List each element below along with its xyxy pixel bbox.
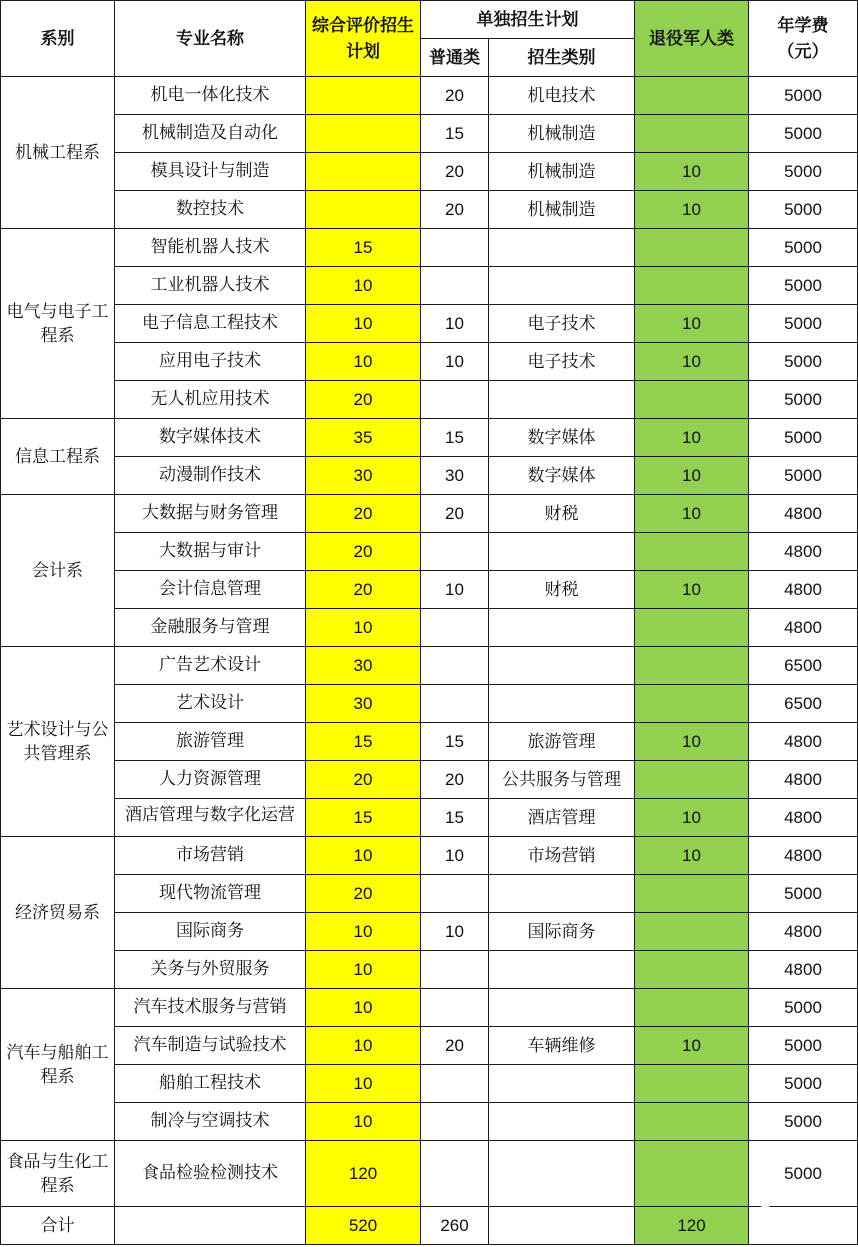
table-row: [1, 381, 858, 419]
veteran-cell: [635, 115, 749, 153]
veteran-cell: [635, 1141, 749, 1207]
table-row: [1, 153, 858, 191]
major-name: 工业机器人技术: [150, 275, 270, 295]
major-cell: [115, 571, 306, 609]
tuition-cell: 4800: [749, 723, 858, 761]
major-name: 汽车制造与试验技术: [133, 1035, 287, 1055]
regular-cell: [421, 267, 489, 305]
major-name: 会计信息管理: [159, 579, 261, 599]
tuition-cell: 4800: [749, 913, 858, 951]
table-row: [1, 837, 858, 875]
regular-cell: [421, 533, 489, 571]
comprehensive-cell: 10: [306, 1103, 421, 1141]
major-name: 现代物流管理: [159, 883, 261, 903]
veteran-cell: 10: [635, 191, 749, 229]
table-row: [1, 1027, 858, 1065]
tuition-cell: 5000: [749, 77, 858, 115]
veteran-cell: [635, 77, 749, 115]
tuition-cell: 5000: [749, 229, 858, 267]
veteran-cell: [635, 381, 749, 419]
category-cell: 电子技术: [489, 343, 635, 381]
total-veteran: 120: [635, 1207, 749, 1245]
major-name: 应用电子技术: [159, 351, 261, 371]
regular-cell: [421, 647, 489, 685]
veteran-cell: [635, 913, 749, 951]
major-name: 大数据与财务管理: [142, 503, 278, 523]
total-comprehensive: 520: [306, 1207, 421, 1245]
major-cell: [115, 229, 306, 267]
category-cell: 旅游管理: [489, 723, 635, 761]
veteran-cell: [635, 989, 749, 1027]
comprehensive-cell: 30: [306, 457, 421, 495]
comprehensive-cell: 15: [306, 229, 421, 267]
category-cell: [489, 875, 635, 913]
comprehensive-cell: 10: [306, 609, 421, 647]
category-cell: [489, 951, 635, 989]
comprehensive-cell: [306, 191, 421, 229]
tuition-cell: 5000: [749, 153, 858, 191]
category-cell: 公共服务与管理: [489, 761, 635, 799]
table-row: [1, 419, 858, 457]
regular-cell: [421, 609, 489, 647]
major-cell: [115, 609, 306, 647]
tuition-cell: 5000: [749, 875, 858, 913]
comprehensive-cell: 10: [306, 1027, 421, 1065]
major-name: 食品检验检测技术: [142, 1163, 278, 1183]
major-cell: [115, 381, 306, 419]
comprehensive-cell: 10: [306, 913, 421, 951]
table-row: [1, 457, 858, 495]
category-cell: 机械制造: [489, 191, 635, 229]
category-cell: [489, 1103, 635, 1141]
tuition-cell: 5000: [749, 1027, 858, 1065]
major-cell: [115, 115, 306, 153]
major-name: 船舶工程技术: [159, 1073, 261, 1093]
dept-cell: 食品与生化工程系: [1, 1141, 115, 1207]
header-major: 专业名称: [115, 1, 306, 77]
regular-cell: [421, 1065, 489, 1103]
regular-cell: 20: [421, 1027, 489, 1065]
header-separate: 单独招生计划: [421, 1, 635, 39]
major-name: 无人机应用技术: [150, 389, 270, 409]
major-name: 电子信息工程技术: [142, 313, 278, 333]
regular-cell: [421, 1141, 489, 1207]
comprehensive-cell: [306, 77, 421, 115]
veteran-cell: 10: [635, 153, 749, 191]
category-cell: 数字媒体: [489, 457, 635, 495]
veteran-cell: 10: [635, 457, 749, 495]
major-name: 酒店管理与数字化运营: [125, 805, 295, 825]
category-cell: [489, 647, 635, 685]
header-regular: 普通类: [421, 39, 489, 77]
veteran-cell: [635, 875, 749, 913]
tuition-cell: 5000: [749, 343, 858, 381]
major-name: 制冷与空调技术: [150, 1111, 270, 1131]
table-body: [1, 77, 858, 1245]
comprehensive-cell: 20: [306, 495, 421, 533]
major-cell: [115, 191, 306, 229]
tuition-cell: 4800: [749, 495, 858, 533]
comprehensive-cell: 20: [306, 761, 421, 799]
regular-cell: 20: [421, 191, 489, 229]
table-row: [1, 229, 858, 267]
comprehensive-cell: 30: [306, 647, 421, 685]
tuition-cell: 4800: [749, 837, 858, 875]
comprehensive-cell: 20: [306, 533, 421, 571]
veteran-cell: 10: [635, 495, 749, 533]
table-row: [1, 989, 858, 1027]
tuition-cell: 5000: [749, 457, 858, 495]
regular-cell: [421, 381, 489, 419]
regular-cell: 15: [421, 723, 489, 761]
category-cell: 财税: [489, 495, 635, 533]
major-cell: [115, 875, 306, 913]
major-name: 国际商务: [176, 921, 244, 941]
major-name: 广告艺术设计: [159, 655, 261, 675]
comprehensive-cell: 30: [306, 685, 421, 723]
header-comprehensive: 综合评价招生计划: [306, 1, 421, 77]
category-cell: [489, 1065, 635, 1103]
category-cell: [489, 1141, 635, 1207]
table-row: [1, 647, 858, 685]
major-cell: [115, 153, 306, 191]
major-cell: [115, 685, 306, 723]
regular-cell: 15: [421, 419, 489, 457]
major-name: 关务与外贸服务: [150, 959, 270, 979]
comprehensive-cell: 10: [306, 267, 421, 305]
major-name: 市场营销: [176, 845, 244, 865]
veteran-cell: [635, 1103, 749, 1141]
table-row: [1, 913, 858, 951]
comprehensive-cell: 10: [306, 1065, 421, 1103]
veteran-cell: 10: [635, 571, 749, 609]
regular-cell: [421, 229, 489, 267]
category-cell: 数字媒体: [489, 419, 635, 457]
tuition-cell: 5000: [749, 305, 858, 343]
regular-cell: 20: [421, 153, 489, 191]
major-name: 智能机器人技术: [150, 237, 270, 257]
tuition-cell: 5000: [749, 191, 858, 229]
tuition-cell: 5000: [749, 115, 858, 153]
major-name: 机电一体化技术: [150, 85, 270, 105]
category-cell: 电子技术: [489, 305, 635, 343]
comprehensive-cell: 10: [306, 989, 421, 1027]
dept-cell: 会计系: [1, 495, 115, 647]
tuition-cell: 5000: [749, 381, 858, 419]
dept-cell: 艺术设计与公共管理系: [1, 647, 115, 837]
tuition-cell: 4800: [749, 609, 858, 647]
veteran-cell: [635, 951, 749, 989]
category-cell: [489, 685, 635, 723]
major-cell: [115, 1141, 306, 1207]
tuition-cell: 4800: [749, 571, 858, 609]
category-cell: 机械制造: [489, 115, 635, 153]
comprehensive-cell: 35: [306, 419, 421, 457]
veteran-cell: [635, 647, 749, 685]
table-row: [1, 951, 858, 989]
category-cell: [489, 381, 635, 419]
table-row: [1, 1065, 858, 1103]
table-row: [1, 305, 858, 343]
veteran-cell: [635, 609, 749, 647]
major-cell: [115, 457, 306, 495]
major-name: 旅游管理: [176, 731, 244, 751]
comprehensive-cell: 15: [306, 799, 421, 837]
regular-cell: [421, 875, 489, 913]
tuition-cell: 4800: [749, 761, 858, 799]
major-cell: [115, 951, 306, 989]
dept-cell: 信息工程系: [1, 419, 115, 495]
category-cell: 车辆维修: [489, 1027, 635, 1065]
tuition-cell: 4800: [749, 533, 858, 571]
tuition-cell: 5000: [749, 1065, 858, 1103]
category-cell: 机械制造: [489, 153, 635, 191]
veteran-cell: [635, 1065, 749, 1103]
veteran-cell: 10: [635, 305, 749, 343]
major-cell: [115, 1065, 306, 1103]
table-row: [1, 77, 858, 115]
table-row: [1, 609, 858, 647]
tuition-cell: 5000: [749, 267, 858, 305]
category-cell: 财税: [489, 571, 635, 609]
tuition-cell: 4800: [749, 951, 858, 989]
comprehensive-cell: 10: [306, 837, 421, 875]
table-row: [1, 1103, 858, 1141]
dept-cell: 汽车与船舶工程系: [1, 989, 115, 1141]
veteran-cell: 10: [635, 1027, 749, 1065]
total-category-empty: [489, 1207, 635, 1245]
veteran-cell: [635, 267, 749, 305]
regular-cell: [421, 685, 489, 723]
veteran-cell: 10: [635, 723, 749, 761]
total-label: 合计: [1, 1207, 115, 1245]
header-tuition: 年学费（元）: [749, 1, 858, 77]
tuition-cell: 5000: [749, 1103, 858, 1141]
major-cell: [115, 419, 306, 457]
major-name: 艺术设计: [176, 693, 244, 713]
regular-cell: [421, 951, 489, 989]
veteran-cell: [635, 533, 749, 571]
tuition-cell: 4800: [749, 799, 858, 837]
regular-cell: [421, 1103, 489, 1141]
category-cell: [489, 609, 635, 647]
comprehensive-cell: 10: [306, 951, 421, 989]
tuition-cell: 5000: [749, 989, 858, 1027]
regular-cell: 10: [421, 913, 489, 951]
header-category: 招生类别: [489, 39, 635, 77]
table-row: [1, 115, 858, 153]
regular-cell: 10: [421, 837, 489, 875]
major-cell: [115, 723, 306, 761]
comprehensive-cell: 20: [306, 381, 421, 419]
header-veteran: 退役军人类: [635, 1, 749, 77]
major-cell: [115, 1027, 306, 1065]
category-cell: [489, 229, 635, 267]
regular-cell: 10: [421, 305, 489, 343]
tuition-cell: 5000: [749, 1141, 858, 1207]
header-dept: 系别: [1, 1, 115, 77]
table-row: [1, 685, 858, 723]
comprehensive-cell: 10: [306, 343, 421, 381]
major-cell: [115, 495, 306, 533]
table-row: [1, 761, 858, 799]
veteran-cell: 10: [635, 837, 749, 875]
table-row: [1, 571, 858, 609]
regular-cell: 15: [421, 115, 489, 153]
major-cell: [115, 533, 306, 571]
regular-cell: 30: [421, 457, 489, 495]
veteran-cell: 10: [635, 799, 749, 837]
dept-cell: 机械工程系: [1, 77, 115, 229]
comprehensive-cell: 20: [306, 875, 421, 913]
major-name: 人力资源管理: [159, 769, 261, 789]
tuition-cell: 6500: [749, 685, 858, 723]
category-cell: 酒店管理: [489, 799, 635, 837]
table-row: [1, 191, 858, 229]
major-cell: [115, 989, 306, 1027]
category-cell: 市场营销: [489, 837, 635, 875]
tuition-cell: 6500: [749, 647, 858, 685]
major-name: 金融服务与管理: [150, 617, 270, 637]
table-row: [1, 723, 858, 761]
major-cell: [115, 267, 306, 305]
major-cell: [115, 647, 306, 685]
comprehensive-cell: 20: [306, 571, 421, 609]
veteran-cell: 10: [635, 343, 749, 381]
comprehensive-cell: 15: [306, 723, 421, 761]
veteran-cell: [635, 229, 749, 267]
regular-cell: 10: [421, 343, 489, 381]
regular-cell: 15: [421, 799, 489, 837]
major-cell: [115, 837, 306, 875]
major-cell: [115, 913, 306, 951]
comprehensive-cell: 10: [306, 305, 421, 343]
table-row: [1, 267, 858, 305]
dept-cell: 经济贸易系: [1, 837, 115, 989]
major-cell: [115, 77, 306, 115]
major-name: 数字媒体技术: [159, 427, 261, 447]
major-name: 机械制造及自动化: [142, 123, 278, 143]
major-cell: [115, 799, 306, 837]
total-regular: 260: [421, 1207, 489, 1245]
comprehensive-cell: [306, 153, 421, 191]
regular-cell: 20: [421, 495, 489, 533]
major-cell: [115, 1103, 306, 1141]
total-row: [1, 1207, 858, 1245]
major-name: 大数据与审计: [159, 541, 261, 561]
major-name: 数控技术: [176, 199, 244, 219]
table-row: [1, 799, 858, 837]
table-row: [1, 1141, 858, 1207]
veteran-cell: [635, 685, 749, 723]
category-cell: [489, 533, 635, 571]
category-cell: 国际商务: [489, 913, 635, 951]
tuition-cell: 5000: [749, 419, 858, 457]
table-row: [1, 875, 858, 913]
major-name: 模具设计与制造: [150, 161, 270, 181]
table-row: [1, 343, 858, 381]
major-cell: [115, 761, 306, 799]
regular-cell: 10: [421, 571, 489, 609]
watermark-logo-icon: [740, 1197, 836, 1237]
comprehensive-cell: [306, 115, 421, 153]
veteran-cell: 10: [635, 419, 749, 457]
table-row: [1, 495, 858, 533]
category-cell: [489, 989, 635, 1027]
table-row: [1, 533, 858, 571]
major-cell: [115, 305, 306, 343]
category-cell: 机电技术: [489, 77, 635, 115]
dept-cell: 电气与电子工程系: [1, 229, 115, 419]
total-major-empty: [115, 1207, 306, 1245]
comprehensive-cell: 120: [306, 1141, 421, 1207]
regular-cell: 20: [421, 761, 489, 799]
veteran-cell: [635, 761, 749, 799]
regular-cell: 20: [421, 77, 489, 115]
regular-cell: [421, 989, 489, 1027]
major-name: 汽车技术服务与营销: [133, 997, 287, 1017]
major-cell: [115, 343, 306, 381]
major-name: 动漫制作技术: [159, 465, 261, 485]
category-cell: [489, 267, 635, 305]
